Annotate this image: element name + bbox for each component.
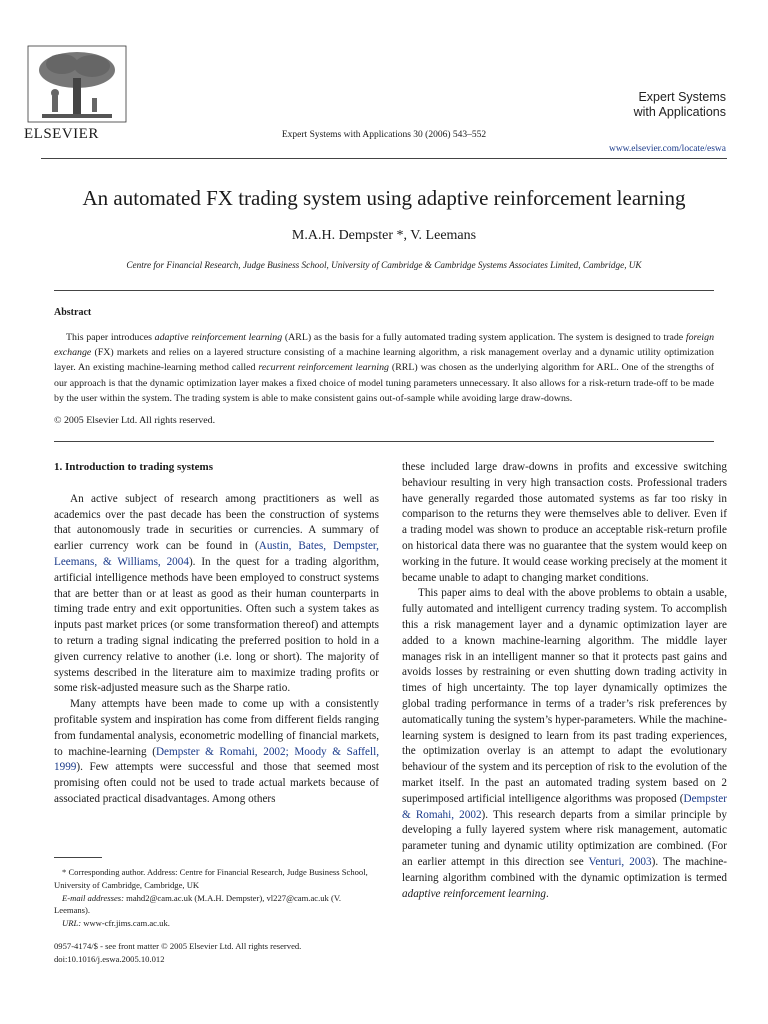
abstract-body (54, 330, 714, 406)
left-column (54, 460, 379, 808)
url-note (54, 917, 379, 930)
paragraph-text: ). In the quest for a trading algorithm, artificial intelligence methods have been employed to construct systems that are better than or at least as good as their human counterparts in timing trade entry and exit opportunities. Often such a system takes as inputs past market prices (or some transformation thereof) and attempts to return a trading signal indicating the preferred position to hold in a given currency relative to another (i.e. long or short). The majority of systems described in the literature aim to maximize trading profits or some risk-adjusted measure such as the Sharpe ratio. (54, 555, 379, 695)
footnote-divider (54, 857, 102, 858)
front-matter (54, 940, 301, 966)
abstract-text: This paper introduces (66, 332, 155, 343)
paragraph-text: This paper aims to deal with the above problems to obtain a usable, fully automated and intelligent currency trading system. To accomplish this a risk management layer and a dynamic optimization layer are added to a known machine-learning algorithm. The middle layer manages risk in an intelligent manner so that it protects past gains and avoids losses by restraining or even shutting down trading activity in times of high uncertainty. The top layer dynamically optimizes the global trading performance in terms of a trader’s risk preferences by automatically tuning the system’s hyper-parameters. While the machine-learning system is designed to learn from its past trading experiences, the optimization overlay is an attempt to adapt the evolutionary behaviour of the system and its perception of risk to the evolution of the market itself. In the past an automated trading system based on 2 superimposed artificial intelligence algorithms was proposed ( (402, 587, 727, 805)
right-column (402, 460, 727, 902)
email-text: mahd2@cam.ac.uk (M.A.H. Dempster), vl227@cam.ac.uk (V. Leemans). (54, 892, 342, 916)
citation-link[interactable]: Austin, Bates, Dempster, Leemans, & Williams, 2004 (54, 540, 379, 568)
paragraph-text: ). Few attempts were successful and those that seemed most promising often could not be used to trade actual markets because of associated practical disadvantages. Among others (54, 761, 379, 805)
paragraph (54, 697, 379, 808)
paragraph-text: . (545, 887, 549, 900)
journal-reference: Expert Systems with Applications 30 (2006) 543–552 (281, 130, 487, 140)
paragraph-text: Many attempts have been made to come up with a consistently profitable system and inspiration has come from different fields ranging from fundamental analysis, econometric modelling of financial markets, to machine-learning ( (54, 698, 379, 758)
paragraph: these included large draw-downs in profits and excessive switching behaviour resulting in very high transaction costs. Professional traders have generally regarded those automated systems as far too risky in comparison to the returns they were themselves able to deliver. Even if a trading model was shown to produce an acceptable risk-return profile on historical data there was no guarantee that the system would keep on working in the future. It would cease working precisely at the moment it became unable to adapt to changing market conditions. (402, 461, 727, 584)
corresponding-author-note: * Corresponding author. Address: Centre for Financial Research, Judge Business School, University of Cambridge, Cambridge, UK (54, 867, 368, 890)
citation-link[interactable]: Venturi, 2003 (588, 855, 652, 868)
journal-url-link[interactable]: www.elsevier.com/locate/eswa (608, 144, 726, 154)
publisher-name: ELSEVIER (24, 126, 99, 142)
paragraph (402, 586, 727, 902)
url-label: URL: (62, 918, 82, 929)
paragraph (54, 492, 379, 697)
email-label: E-mail addresses: (62, 892, 124, 903)
abstract-bottom-divider (54, 441, 714, 442)
issn-line: 0957-4174/$ - see front matter © 2005 Elsevier Ltd. All rights reserved. (54, 941, 302, 951)
email-note (54, 892, 379, 918)
paragraph-text: ). This research departs from a similar principle by developing a fully layered system where risk management, automatic parameter tuning and dynamic utility optimization are combined. (For an earlier attempt in this direction see (402, 808, 727, 868)
doi-line: doi:10.1016/j.eswa.2005.10.012 (54, 953, 165, 964)
defined-term: adaptive reinforcement learning (402, 887, 546, 900)
abstract-text: (FX) markets and relies on a layered structure consisting of a machine learning algorithm, a risk management overlay and a dynamic utility optimization layer. An existing machine-learning method called (54, 347, 714, 374)
abstract-text: (ARL) as the basis for a fully automated trading system application. The system is designed to trade (282, 332, 686, 343)
elsevier-tree-logo (22, 44, 132, 138)
article-authors: M.A.H. Dempster *, V. Leemans (291, 228, 477, 243)
citation-link[interactable]: Dempster & Romahi, 2002 (402, 792, 727, 821)
author-affiliation: Centre for Financial Research, Judge Business School, University of Cambridge & Cambridge Systems Associates Limited, Cambridge, UK (126, 260, 642, 270)
abstract-term: foreign exchange (54, 332, 715, 359)
footnotes (54, 866, 379, 930)
journal-name-line1: Expert Systems (638, 90, 726, 104)
url-text: www-cfr.jims.cam.ac.uk. (81, 918, 170, 929)
citation-link[interactable]: Dempster & Romahi, 2002; Moody & Saffell, 1999 (54, 745, 380, 774)
journal-name-line2: with Applications (633, 105, 726, 119)
abstract-heading: Abstract (54, 307, 92, 318)
section-heading: 1. Introduction to trading systems (54, 461, 214, 473)
abstract-term: recurrent reinforcement learning (258, 362, 389, 374)
abstract-term: adaptive reinforcement learning (154, 332, 283, 343)
article-title: An automated FX trading system using adaptive reinforcement learning (82, 186, 686, 210)
abstract-copyright: © 2005 Elsevier Ltd. All rights reserved. (54, 415, 216, 426)
abstract-top-divider (54, 290, 714, 291)
paragraph-text: An active subject of research among practitioners as well as academics over the past decade has been the construction of systems that autonomously trade in securities or currencies. A summary of earlier currency work can be found in ( (54, 492, 379, 553)
abstract-text: (RRL) was chosen as the underlying algorithm for ARL. One of the strengths of our approach is that the dynamic optimization layer makes a fixed choice of model tuning parameters unnecessary. It also allows for a risk-return trade-off to be made by the user within the system. The trading system is able to make consistent gains out-of-sample while avoiding large draw-downs. (54, 362, 714, 404)
header-divider (41, 158, 727, 159)
paragraph-text: ). The machine-learning algorithm combined with the dynamic optimization is termed (402, 855, 727, 884)
journal-name (560, 90, 726, 120)
